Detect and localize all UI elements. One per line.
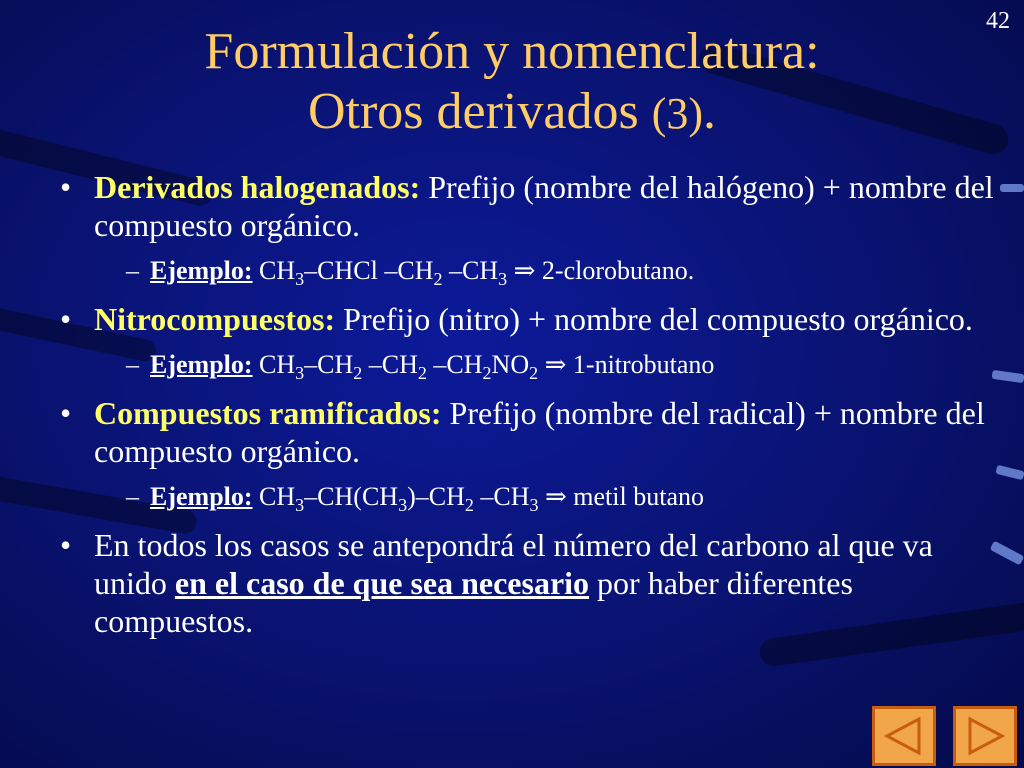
bullet-dot: •	[60, 169, 72, 205]
formula-part: –CH	[304, 350, 354, 379]
bullet-dot: •	[60, 395, 72, 431]
bullet-keyword: Derivados halogenados:	[94, 169, 421, 205]
edge-mark	[995, 465, 1024, 481]
example-ramificados	[58, 480, 998, 514]
example-result: 2-clorobutano.	[541, 256, 695, 285]
bullet-dot: •	[60, 527, 72, 563]
edge-mark	[1000, 184, 1024, 192]
sub-dash: –	[126, 350, 139, 379]
sub-dash: –	[126, 256, 139, 285]
bullet-text: Prefijo (nombre del halógeno) + nombre del compuesto orgánico.	[94, 169, 994, 243]
formula-part: –CH	[426, 350, 483, 379]
previous-slide-button[interactable]	[872, 706, 936, 766]
formula-part: CH	[252, 256, 296, 285]
formula-part: –CH(CH	[304, 482, 399, 511]
implies-arrow: ⇒	[544, 350, 567, 379]
formula-subscript: 3	[295, 495, 305, 516]
formula-subscript: 2	[417, 363, 427, 384]
triangle-left-icon	[875, 709, 933, 763]
formula-subscript: 3	[398, 495, 408, 516]
formula-part: )–CH	[407, 482, 465, 511]
title-line-1: Formulación y nomenclatura:	[204, 23, 820, 80]
bullet-nitrocompuestos	[58, 300, 998, 338]
formula-subscript: 2	[529, 363, 539, 384]
triangle-right-icon	[956, 709, 1014, 763]
example-label: Ejemplo:	[150, 256, 253, 285]
formula-part: –CHCl –CH	[304, 256, 434, 285]
formula-part: NO	[491, 350, 530, 379]
example-result: 1-nitrobutano	[572, 350, 715, 379]
implies-arrow: ⇒	[513, 256, 536, 285]
slide-title	[0, 22, 1024, 144]
formula-subscript: 2	[482, 363, 492, 384]
formula-subscript: 2	[433, 269, 443, 290]
bullet-keyword: Nitrocompuestos:	[94, 301, 336, 337]
formula-subscript: 2	[353, 363, 363, 384]
formula-subscript: 3	[529, 495, 539, 516]
bullet-text: En todos los casos se antepondrá el número del carbono al que va unido	[94, 527, 933, 601]
bullet-nota	[58, 526, 998, 640]
formula-part: CH	[252, 350, 296, 379]
next-slide-button[interactable]	[953, 706, 1017, 766]
bullet-dot: •	[60, 301, 72, 337]
bullet-text: por haber diferentes compuestos.	[94, 565, 853, 639]
formula-subscript: 3	[498, 269, 508, 290]
bullet-text: Prefijo (nitro) + nombre del compuesto orgánico.	[335, 301, 973, 337]
implies-arrow: ⇒	[544, 482, 567, 511]
bullet-text: Prefijo (nombre del radical) + nombre del compuesto orgánico.	[94, 395, 985, 469]
title-period: .	[703, 83, 717, 140]
title-paren: (3)	[651, 89, 704, 138]
bullet-halogenados	[58, 168, 998, 244]
title-line-2-text: Otros derivados	[307, 83, 639, 140]
formula-part: –CH	[473, 482, 530, 511]
example-nitrocompuestos	[58, 348, 998, 382]
example-halogenados	[58, 254, 998, 288]
slide-number: 42	[986, 8, 1010, 34]
title-line-2	[0, 82, 1024, 144]
slide-content	[58, 168, 998, 650]
bullet-ramificados	[58, 394, 998, 470]
formula-subscript: 2	[464, 495, 474, 516]
formula-part: –CH	[442, 256, 499, 285]
example-label: Ejemplo:	[150, 482, 253, 511]
bullet-emphasis: en el caso de que sea necesario	[174, 565, 590, 601]
formula-part: CH	[252, 482, 296, 511]
example-label: Ejemplo:	[150, 350, 253, 379]
formula-subscript: 3	[295, 269, 305, 290]
formula-subscript: 3	[295, 363, 305, 384]
sub-dash: –	[126, 482, 139, 511]
example-result: metil butano	[573, 482, 704, 511]
formula-part: –CH	[362, 350, 418, 379]
bullet-keyword: Compuestos ramificados:	[94, 395, 442, 431]
